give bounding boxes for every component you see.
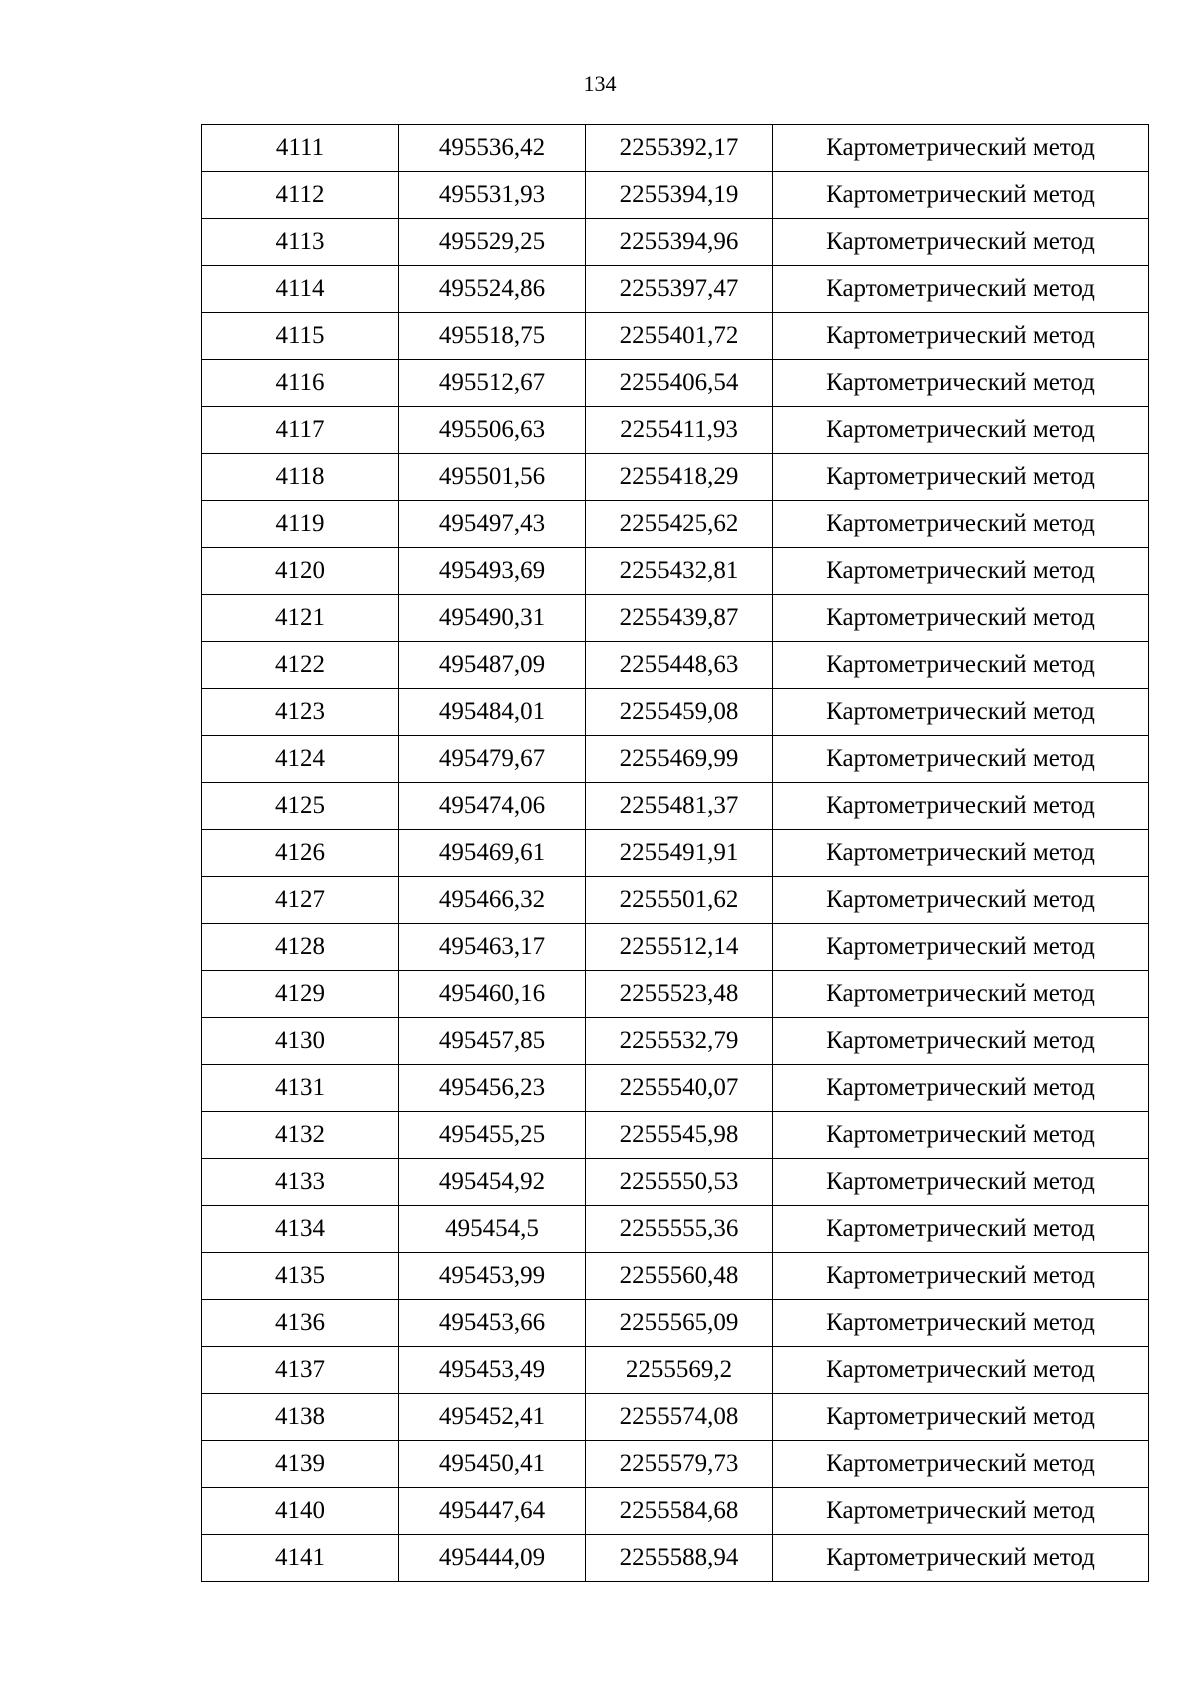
point-number-cell: 4118 [202, 454, 399, 501]
point-number-cell: 4129 [202, 971, 399, 1018]
method-cell: Картометрический метод [773, 877, 1149, 924]
point-number-cell: 4137 [202, 1347, 399, 1394]
method-cell: Картометрический метод [773, 1441, 1149, 1488]
method-cell: Картометрический метод [773, 642, 1149, 689]
x-coordinate-cell: 495484,01 [399, 689, 586, 736]
y-coordinate-cell: 2255574,08 [586, 1394, 773, 1441]
x-coordinate-cell: 495531,93 [399, 172, 586, 219]
y-coordinate-cell: 2255491,91 [586, 830, 773, 877]
table-row [202, 1018, 1149, 1065]
table-row [202, 219, 1149, 266]
y-coordinate-cell: 2255406,54 [586, 360, 773, 407]
y-coordinate-cell: 2255588,94 [586, 1535, 773, 1582]
y-coordinate-cell: 2255432,81 [586, 548, 773, 595]
method-cell: Картометрический метод [773, 830, 1149, 877]
y-coordinate-cell: 2255569,2 [586, 1347, 773, 1394]
y-coordinate-cell: 2255392,17 [586, 125, 773, 172]
table-row [202, 1535, 1149, 1582]
point-number-cell: 4135 [202, 1253, 399, 1300]
point-number-cell: 4131 [202, 1065, 399, 1112]
x-coordinate-cell: 495455,25 [399, 1112, 586, 1159]
method-cell: Картометрический метод [773, 1253, 1149, 1300]
y-coordinate-cell: 2255397,47 [586, 266, 773, 313]
point-number-cell: 4116 [202, 360, 399, 407]
point-number-cell: 4122 [202, 642, 399, 689]
x-coordinate-cell: 495454,5 [399, 1206, 586, 1253]
page-number: 134 [583, 71, 617, 96]
point-number-cell: 4124 [202, 736, 399, 783]
table-row [202, 830, 1149, 877]
y-coordinate-cell: 2255565,09 [586, 1300, 773, 1347]
x-coordinate-cell: 495518,75 [399, 313, 586, 360]
coordinates-table [201, 124, 1149, 1582]
y-coordinate-cell: 2255555,36 [586, 1206, 773, 1253]
y-coordinate-cell: 2255448,63 [586, 642, 773, 689]
x-coordinate-cell: 495452,41 [399, 1394, 586, 1441]
method-cell: Картометрический метод [773, 971, 1149, 1018]
x-coordinate-cell: 495460,16 [399, 971, 586, 1018]
point-number-cell: 4120 [202, 548, 399, 595]
point-number-cell: 4133 [202, 1159, 399, 1206]
method-cell: Картометрический метод [773, 125, 1149, 172]
y-coordinate-cell: 2255418,29 [586, 454, 773, 501]
point-number-cell: 4127 [202, 877, 399, 924]
y-coordinate-cell: 2255401,72 [586, 313, 773, 360]
point-number-cell: 4139 [202, 1441, 399, 1488]
y-coordinate-cell: 2255469,99 [586, 736, 773, 783]
table-row [202, 783, 1149, 830]
y-coordinate-cell: 2255579,73 [586, 1441, 773, 1488]
y-coordinate-cell: 2255512,14 [586, 924, 773, 971]
method-cell: Картометрический метод [773, 1206, 1149, 1253]
point-number-cell: 4140 [202, 1488, 399, 1535]
x-coordinate-cell: 495466,32 [399, 877, 586, 924]
x-coordinate-cell: 495450,41 [399, 1441, 586, 1488]
y-coordinate-cell: 2255550,53 [586, 1159, 773, 1206]
x-coordinate-cell: 495456,23 [399, 1065, 586, 1112]
x-coordinate-cell: 495490,31 [399, 595, 586, 642]
x-coordinate-cell: 495447,64 [399, 1488, 586, 1535]
table-row [202, 548, 1149, 595]
x-coordinate-cell: 495493,69 [399, 548, 586, 595]
x-coordinate-cell: 495463,17 [399, 924, 586, 971]
x-coordinate-cell: 495469,61 [399, 830, 586, 877]
table-row [202, 1253, 1149, 1300]
method-cell: Картометрический метод [773, 1394, 1149, 1441]
method-cell: Картометрический метод [773, 1347, 1149, 1394]
point-number-cell: 4113 [202, 219, 399, 266]
point-number-cell: 4125 [202, 783, 399, 830]
method-cell: Картометрический метод [773, 360, 1149, 407]
x-coordinate-cell: 495529,25 [399, 219, 586, 266]
table-row [202, 1394, 1149, 1441]
method-cell: Картометрический метод [773, 407, 1149, 454]
x-coordinate-cell: 495487,09 [399, 642, 586, 689]
method-cell: Картометрический метод [773, 1065, 1149, 1112]
x-coordinate-cell: 495474,06 [399, 783, 586, 830]
y-coordinate-cell: 2255439,87 [586, 595, 773, 642]
y-coordinate-cell: 2255584,68 [586, 1488, 773, 1535]
x-coordinate-cell: 495454,92 [399, 1159, 586, 1206]
point-number-cell: 4126 [202, 830, 399, 877]
method-cell: Картометрический метод [773, 1300, 1149, 1347]
table-row [202, 313, 1149, 360]
x-coordinate-cell: 495453,66 [399, 1300, 586, 1347]
x-coordinate-cell: 495512,67 [399, 360, 586, 407]
table-row [202, 1159, 1149, 1206]
point-number-cell: 4136 [202, 1300, 399, 1347]
x-coordinate-cell: 495497,43 [399, 501, 586, 548]
table-row [202, 924, 1149, 971]
x-coordinate-cell: 495457,85 [399, 1018, 586, 1065]
method-cell: Картометрический метод [773, 736, 1149, 783]
table-row [202, 501, 1149, 548]
method-cell: Картометрический метод [773, 454, 1149, 501]
y-coordinate-cell: 2255523,48 [586, 971, 773, 1018]
point-number-cell: 4119 [202, 501, 399, 548]
x-coordinate-cell: 495444,09 [399, 1535, 586, 1582]
method-cell: Картометрический метод [773, 924, 1149, 971]
y-coordinate-cell: 2255501,62 [586, 877, 773, 924]
table-row [202, 454, 1149, 501]
point-number-cell: 4130 [202, 1018, 399, 1065]
table-row [202, 1065, 1149, 1112]
y-coordinate-cell: 2255560,48 [586, 1253, 773, 1300]
table-row [202, 125, 1149, 172]
y-coordinate-cell: 2255425,62 [586, 501, 773, 548]
point-number-cell: 4138 [202, 1394, 399, 1441]
table-row [202, 689, 1149, 736]
table-row [202, 1441, 1149, 1488]
point-number-cell: 4134 [202, 1206, 399, 1253]
point-number-cell: 4123 [202, 689, 399, 736]
table-row [202, 172, 1149, 219]
y-coordinate-cell: 2255532,79 [586, 1018, 773, 1065]
x-coordinate-cell: 495536,42 [399, 125, 586, 172]
method-cell: Картометрический метод [773, 266, 1149, 313]
table-row [202, 971, 1149, 1018]
method-cell: Картометрический метод [773, 1488, 1149, 1535]
method-cell: Картометрический метод [773, 172, 1149, 219]
x-coordinate-cell: 495501,56 [399, 454, 586, 501]
coordinates-table-body [202, 125, 1149, 1582]
method-cell: Картометрический метод [773, 595, 1149, 642]
point-number-cell: 4128 [202, 924, 399, 971]
point-number-cell: 4141 [202, 1535, 399, 1582]
table-row [202, 595, 1149, 642]
table-row [202, 360, 1149, 407]
point-number-cell: 4117 [202, 407, 399, 454]
point-number-cell: 4121 [202, 595, 399, 642]
point-number-cell: 4132 [202, 1112, 399, 1159]
y-coordinate-cell: 2255394,19 [586, 172, 773, 219]
table-row [202, 1488, 1149, 1535]
method-cell: Картометрический метод [773, 1018, 1149, 1065]
point-number-cell: 4115 [202, 313, 399, 360]
table-row [202, 266, 1149, 313]
point-number-cell: 4112 [202, 172, 399, 219]
y-coordinate-cell: 2255459,08 [586, 689, 773, 736]
y-coordinate-cell: 2255481,37 [586, 783, 773, 830]
method-cell: Картометрический метод [773, 1112, 1149, 1159]
method-cell: Картометрический метод [773, 1535, 1149, 1582]
y-coordinate-cell: 2255540,07 [586, 1065, 773, 1112]
method-cell: Картометрический метод [773, 689, 1149, 736]
y-coordinate-cell: 2255545,98 [586, 1112, 773, 1159]
table-row [202, 736, 1149, 783]
table-row [202, 1300, 1149, 1347]
point-number-cell: 4111 [202, 125, 399, 172]
x-coordinate-cell: 495506,63 [399, 407, 586, 454]
x-coordinate-cell: 495453,99 [399, 1253, 586, 1300]
table-row [202, 407, 1149, 454]
method-cell: Картометрический метод [773, 548, 1149, 595]
x-coordinate-cell: 495479,67 [399, 736, 586, 783]
method-cell: Картометрический метод [773, 501, 1149, 548]
table-row [202, 877, 1149, 924]
table-row [202, 1112, 1149, 1159]
method-cell: Картометрический метод [773, 219, 1149, 266]
table-row [202, 642, 1149, 689]
table-row [202, 1347, 1149, 1394]
method-cell: Картометрический метод [773, 313, 1149, 360]
y-coordinate-cell: 2255411,93 [586, 407, 773, 454]
point-number-cell: 4114 [202, 266, 399, 313]
x-coordinate-cell: 495524,86 [399, 266, 586, 313]
table-row [202, 1206, 1149, 1253]
method-cell: Картометрический метод [773, 783, 1149, 830]
y-coordinate-cell: 2255394,96 [586, 219, 773, 266]
x-coordinate-cell: 495453,49 [399, 1347, 586, 1394]
method-cell: Картометрический метод [773, 1159, 1149, 1206]
